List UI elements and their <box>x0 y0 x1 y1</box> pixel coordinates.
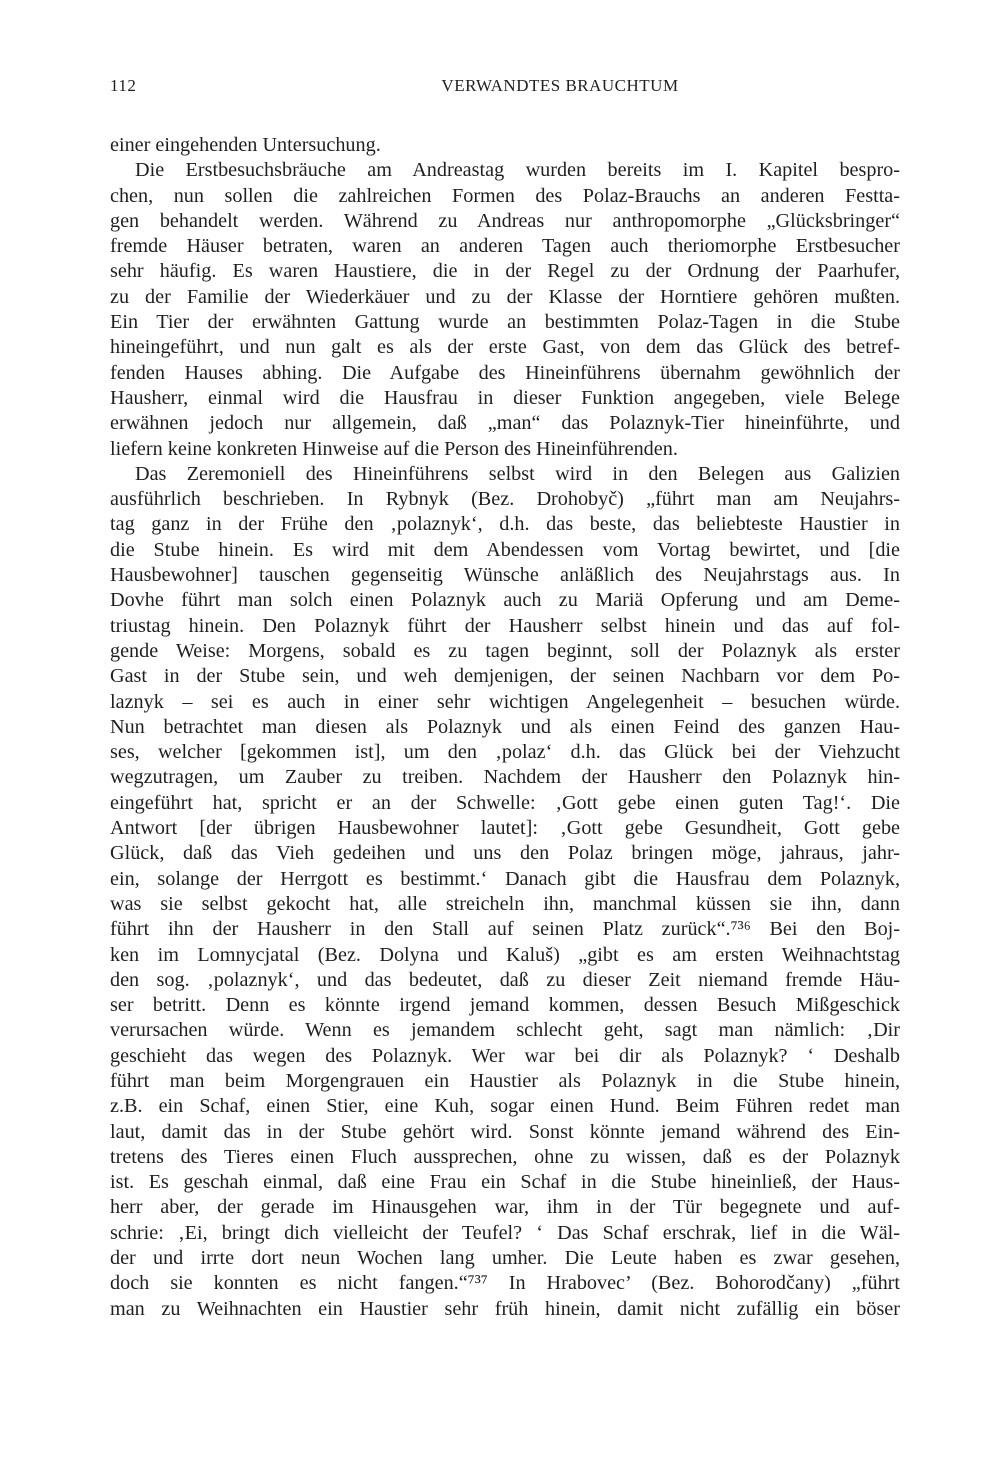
text-line: Glück, daß das Vieh gedeihen und uns den Polaz bringen möge, jahraus, jahr- <box>110 842 900 865</box>
text-line: eingeführt hat, spricht er an der Schwelle: ‚Gott gebe einen guten Tag!‘. Die <box>110 791 900 814</box>
running-head-container <box>110 76 900 96</box>
text-line: ser betritt. Denn es könnte irgend jemand kommen, dessen Besuch Mißgeschick <box>110 994 900 1017</box>
text-line: Ein Tier der erwähnten Gattung wurde an bestimmten Polaz-Tagen in die Stube <box>110 311 900 334</box>
text-line: Gast in der Stube sein, und weh demjenigen, der seinen Nachbarn vor dem Po- <box>110 665 900 688</box>
text-line: sehr häufig. Es waren Haustiere, die in der Regel zu der Ordnung der Paarhufer, <box>110 260 900 283</box>
text-line: fremde Häuser betraten, waren an anderen Tagen auch theriomorphe Erstbesucher <box>110 235 900 258</box>
text-line: laznyk – sei es auch in einer sehr wichtigen Angelegenheit – besuchen würde. <box>110 690 900 713</box>
text-line: liefern keine konkreten Hinweise auf die Person des Hineinführenden. <box>110 437 678 460</box>
text-line: hineingeführt, und nun galt es als der erste Gast, von dem das Glück des betref- <box>110 336 900 359</box>
text-line: doch sie konnten es nicht fangen.“⁷³⁷ In Hrabovec’ (Bez. Bohorodčany) „führt <box>110 1272 900 1295</box>
page-header <box>110 76 900 106</box>
text-line: z.B. ein Schaf, einen Stier, eine Kuh, sogar einen Hund. Beim Führen redet man <box>110 1095 900 1118</box>
text-line: der und irrte dort neun Wochen lang umher. Die Leute haben es zwar gesehen, <box>110 1247 900 1270</box>
text-line: Hausbewohner] tauschen gegenseitig Wünsche anläßlich des Neujahrstags aus. In <box>110 564 900 587</box>
text-line: führt ihn der Hausherr in den Stall auf seinen Platz zurück“.⁷³⁶ Bei den Boj- <box>110 918 900 941</box>
text-line: herr aber, der gerade im Hinausgehen war, ihm in der Tür begegnete und auf- <box>110 1196 900 1219</box>
text-line: ist. Es geschah einmal, daß eine Frau ein Schaf in die Stube hineinließ, der Haus- <box>110 1171 900 1194</box>
text-line: wegzutragen, um Zauber zu treiben. Nachdem der Hausherr den Polaznyk hin- <box>110 766 900 789</box>
text-line: gende Weise: Morgens, sobald es zu tagen beginnt, soll der Polaznyk als erster <box>110 639 900 662</box>
text-line: ses, welcher [gekommen ist], um den ‚polaz‘ d.h. das Glück bei der Viehzucht <box>110 741 900 764</box>
text-line: Die Erstbesuchsbräuche am Andreastag wurden bereits im I. Kapitel bespro- <box>135 159 900 182</box>
text-line: triustag hinein. Den Polaznyk führt der Hausherr selbst hinein und das auf fol- <box>110 614 900 637</box>
text-line: die Stube hinein. Es wird mit dem Abendessen vom Vortag bewirtet, und [die <box>110 538 900 561</box>
text-line: tag ganz in der Frühe den ‚polaznyk‘, d.h. das beste, das beliebteste Haustier in <box>110 513 900 536</box>
running-head: VERWANDTES BRAUCHTUM <box>441 76 679 95</box>
text-line: einer eingehenden Untersuchung. <box>110 134 381 156</box>
text-line: Dovhe führt man solch einen Polaznyk auch zu Mariä Opferung und am Deme- <box>110 589 900 612</box>
text-line: was sie selbst gekocht hat, alle streicheln ihn, manchmal küssen sie ihn, dann <box>110 892 900 915</box>
body-text <box>110 133 900 1322</box>
text-line: verursachen würde. Wenn es jemandem schlecht geht, sagt man nämlich: ‚Dir <box>110 1019 900 1042</box>
text-line: Nun betrachtet man diesen als Polaznyk und als einen Feind des ganzen Hau- <box>110 715 900 738</box>
text-line: ausführlich beschrieben. In Rybnyk (Bez. Drohobyč) „führt man am Neujahrs- <box>110 488 900 511</box>
text-line: ken im Lomnycjatal (Bez. Dolyna und Kaluš) „gibt es am ersten Weihnachtstag <box>110 943 900 966</box>
text-line: laut, damit das in der Stube gehört wird. Sonst könnte jemand während des Ein- <box>110 1120 900 1143</box>
text-line: gen behandelt werden. Während zu Andreas nur anthropomorphe „Glücksbringer“ <box>110 209 900 232</box>
text-line: Antwort [der übrigen Hausbewohner lautet]: ‚Gott gebe Gesundheit, Gott gebe <box>110 817 900 840</box>
page-number: 112 <box>110 76 137 95</box>
text-line: fenden Hauses abhing. Die Aufgabe des Hineinführens übernahm gewöhnlich der <box>110 361 900 384</box>
text-line: tretens des Tieres einen Fluch aussprechen, ohne zu wissen, daß es der Polaznyk <box>110 1145 900 1168</box>
text-line: zu der Familie der Wiederkäuer und zu der Klasse der Horntiere gehören mußten. <box>110 285 900 308</box>
text-line: ein, solange der Herrgott es bestimmt.‘ Danach gibt die Hausfrau dem Polaznyk, <box>110 867 900 890</box>
text-line: erwähnen jedoch nur allgemein, daß „man“ das Polaznyk-Tier hineinführte, und <box>110 412 900 435</box>
text-line: geschieht das wegen des Polaznyk. Wer war bei dir als Polaznyk? ‘ Deshalb <box>110 1044 900 1067</box>
text-line: führt man beim Morgengrauen ein Haustier als Polaznyk in die Stube hinein, <box>110 1069 900 1092</box>
text-line: chen, nun sollen die zahlreichen Formen des Polaz-Brauchs an anderen Festta- <box>110 184 900 207</box>
text-line: Hausherr, einmal wird die Hausfrau in dieser Funktion angegeben, viele Belege <box>110 386 900 409</box>
text-line: schrie: ‚Ei, bringt dich vielleicht der Teufel? ‘ Das Schaf erschrak, lief in die Wäl- <box>110 1221 900 1244</box>
text-line: Das Zeremoniell des Hineinführens selbst wird in den Belegen aus Galizien <box>135 462 900 485</box>
text-line: den sog. ‚polaznyk‘, und das bedeutet, daß zu dieser Zeit niemand fremde Häu- <box>110 968 900 991</box>
text-line: man zu Weihnachten ein Haustier sehr früh hinein, damit nicht zufällig ein böser <box>110 1297 900 1320</box>
